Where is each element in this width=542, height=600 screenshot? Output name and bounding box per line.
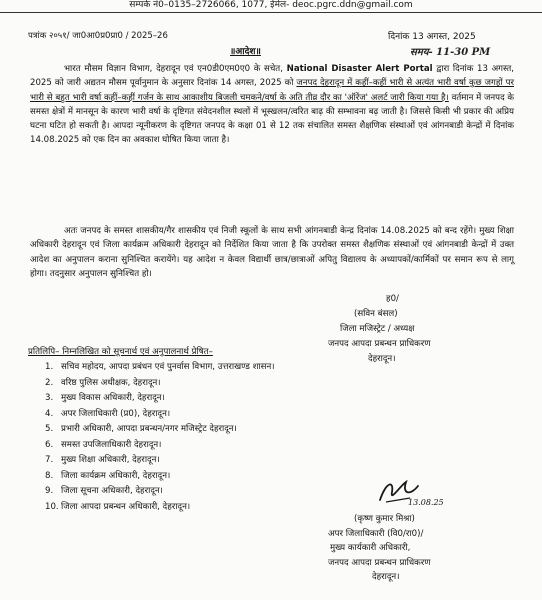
- paragraph-1: [30, 62, 514, 148]
- signatory-designation: जिला मजिस्ट्रेट / अध्यक्ष: [340, 324, 415, 334]
- list-item: 10. जिला आपदा प्रबन्धन अधिकारी, देहरादून।: [45, 501, 191, 512]
- handwritten-time: समय- 11-30 PM: [410, 47, 491, 58]
- signatory-office: जनपद आपदा प्रबन्धन प्राधिकरण: [328, 339, 431, 349]
- para1-text-b: द्वारा दिनांक 13 अगस्त, 2025 को जारी अद्यतन मौसम पूर्वानुमान के अनुसार दिनांक 14 अगस्त, 2025 को: [30, 64, 514, 89]
- signatory-name: (सविन बंसल): [354, 309, 398, 319]
- para1-text-a: भारत मौसम विज्ञान विभाग, देहरादून एवं एन0डी0एम0ए0 के सचेत,: [64, 64, 287, 74]
- list-item: 9. जिला सूचना अधिकारी, देहरादून।: [45, 486, 163, 496]
- list-item: 3. मुख्य विकास अधिकारी, देहरादून।: [45, 393, 165, 403]
- list-item: 2. वरिष्ठ पुलिस अधीक्षक, देहरादून।: [45, 377, 161, 388]
- para1-text-c: वर्तमान में जनपद के समस्त क्षेत्रों में मानसून के कारण भारी वर्षा के दृष्टिगत संवेदनशील स्थलों में भूस्खलन/त्वरित बाढ़ की सम्भावना बढ़ जाती है। जिससे किसी भी प्रकार की अप्रिय घटना घटित हो सकती है। आपदा न्यूनीकरण के दृष्टिगत जनपद के कक्षा 01 से 12 तक संचालित समस्त शैक्षणिक संस्थाओं एवं आंगनबाडी केन्द्रों में दिनांक 14.08.2025 को एक दिन का अवकाश घोषित किया जाता है।: [30, 92, 514, 146]
- signatory-place: देहरादून।: [368, 354, 396, 364]
- signatory-place: देहरादून।: [372, 572, 400, 582]
- signatory-designation-2: मुख्य कार्यकारी अधिकारी,: [330, 543, 411, 553]
- list-item: 4. अपर जिलाधिकारी (प्र0), देहरादून।: [45, 408, 171, 419]
- signatory-block-adm: [328, 512, 430, 585]
- list-item: 5. प्रभारी अधिकारी, आपदा प्रबन्धन/नगर मजिस्ट्रेट देहरादून।: [45, 424, 237, 434]
- copy-to-list: [45, 360, 274, 515]
- list-item: 8. जिला कार्यक्रम अधिकारी, देहरादून।: [45, 470, 171, 481]
- reference-number: पत्रांक २०५१/ जा0आ0प्र0प्रा0 / 2025–26: [28, 31, 168, 41]
- signature-date: 13.08.25: [408, 498, 444, 507]
- list-item: 1. सचिव महोदय, आपदा प्रबंधन एवं पुनर्वास विभाग, उत्तराखण्ड शासन।: [45, 362, 275, 372]
- date-value: 13 अगस्त, 2025: [412, 32, 476, 42]
- contact-header: सम्पर्क नं0–0135–2726066, 1077, ईमेल- deoc.pgrc.ddn@gmail.com: [0, 0, 542, 13]
- signatory-block-dm: [328, 292, 431, 367]
- orange-alert-text: जनपद देहरादून में कहीं–कहीं भारी से अत्यंत भारी वर्षा कुछ जगहों पर भारी से बहुत भारी वर्षा कहीं–कहीं गर्जन के साथ आकाशीय बिजली चमकने/वर्षा के अति तीव्र दौर का 'ऑरेंज' अलर्ट जारी किया गया है।: [30, 78, 514, 103]
- date-line: [388, 29, 476, 42]
- list-item: 7. मुख्य शिक्षा अधिकारी, देहरादून।: [45, 455, 160, 465]
- order-title: ॥आदेश॥: [230, 47, 261, 57]
- signatory-designation: अपर जिलाधिकारी (वि0/रा0)/: [328, 528, 424, 539]
- signed-mark: ह0/: [386, 294, 399, 304]
- signatory-office: जनपद आपदा प्रबन्धन प्राधिकरण: [328, 557, 431, 568]
- copy-to-title: प्रतिलिपि– निम्नलिखित को सूचनार्थ एवं अनुपालनार्थ प्रेषित–: [28, 347, 213, 357]
- signatory-name: (कृष्ण कुमार मिश्रा): [354, 514, 415, 524]
- paragraph-2: अतः जनपद के समस्त शासकीय/गैर शासकीय एवं निजी स्कूलों के साथ सभी आंगनबाडी केन्द्र दिनांक 14.08.2025 को बन्द रहेंगे। मुख्य शिक्षा अधिकारी देहरादून एवं जिला कार्यक्रम अधिकारी देहरादून को निर्देशित किया जाता है कि उपरोक्त समस्त शैक्षणिक संस्थाओं एवं आंगनबाडी केन्द्रों में उक्त आदेश का अनुपालन कराना सुनिश्चित करायेंगे। यह आदेश न केवल विद्यार्थी छात्र/छात्राओं अपितु विद्यालय के अध्यापकों/कार्मिकों पर समान रूप से लागू होगा। तदनुसार अनुपालन सुनिश्चित हो।: [30, 226, 514, 279]
- date-label: दिनांक: [388, 32, 410, 42]
- list-item: 6. समस्त उपजिलाधिकारी देहरादून।: [45, 439, 162, 450]
- portal-name: National Disaster Alert Portal: [286, 64, 433, 74]
